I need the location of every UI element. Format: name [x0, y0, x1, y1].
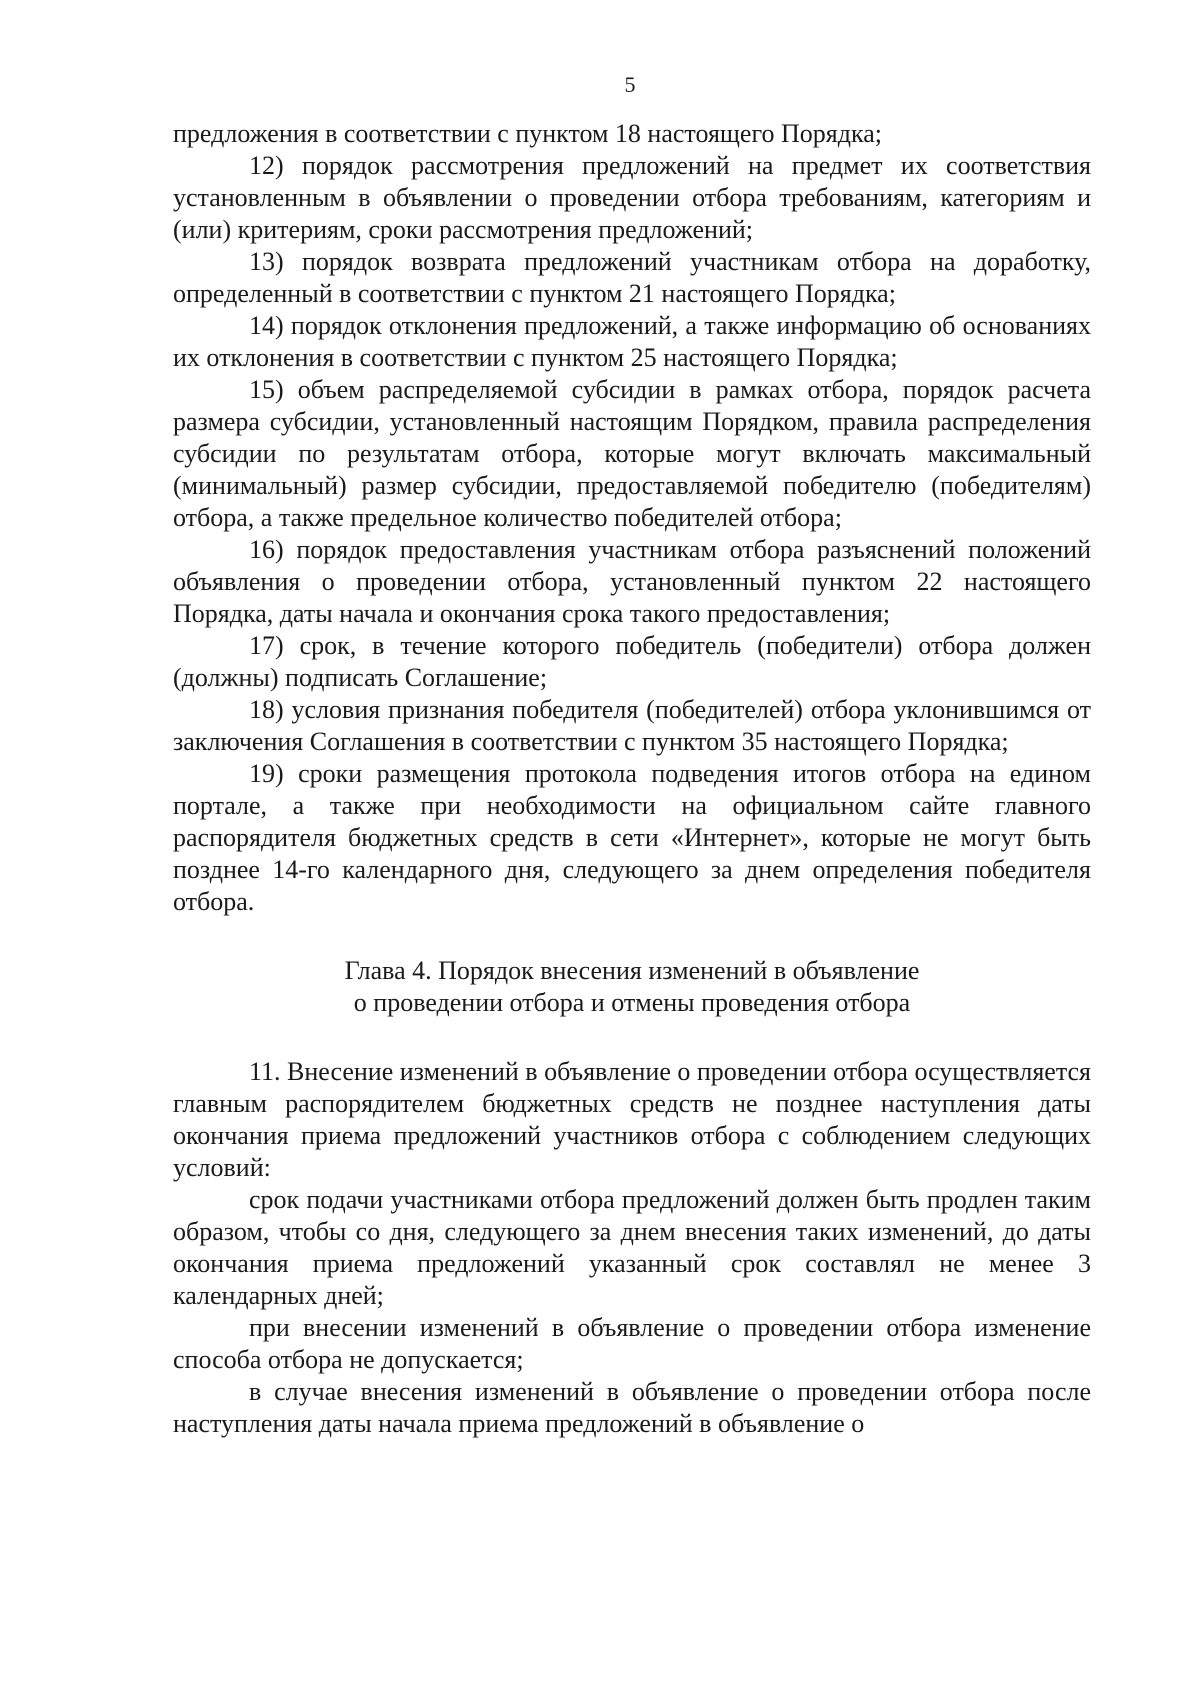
- paragraph-continuation: предложения в соответствии с пунктом 18 настоящего Порядка;: [173, 119, 882, 148]
- list-item-17: 17) срок, в течение которого победитель (победители) отбора должен (должны) подписать Соглашение;: [173, 631, 1091, 692]
- chapter-heading-line-2: о проведении отбора и отмены проведения отбора: [353, 988, 911, 1017]
- chapter-heading-line-1: Глава 4. Порядок внесения изменений в объявление: [344, 956, 920, 985]
- list-item-15: 15) объем распределяемой субсидии в рамках отбора, порядок расчета размера субсидии, установленный настоящим Порядком, правила распределения субсидии по результатам отбора, которые могут включать максимальный (минимальный) размер субсидии, предоставляемой победителю (победителям) отбора, а также предельное количество победителей отбора;: [173, 375, 1091, 532]
- section-11-paragraph: 11. Внесение изменений в объявление о проведении отбора осуществляется главным распорядителем бюджетных средств не позднее наступления даты окончания приема предложений участников отбора с соблюдением следующих условий:: [173, 1057, 1091, 1182]
- document-body: [173, 118, 1091, 1440]
- list-item-12: 12) порядок рассмотрения предложений на предмет их соответствия установленным в объявлении о проведении отбора требованиям, категориям и (или) критериям, сроки рассмотрения предложений;: [173, 151, 1091, 244]
- condition-paragraph-method: при внесении изменений в объявление о проведении отбора изменение способа отбора не допускается;: [173, 1313, 1091, 1374]
- list-item-18: 18) условия признания победителя (победителей) отбора уклонившимся от заключения Соглашения в соответствии с пунктом 35 настоящего Порядка;: [173, 695, 1091, 756]
- chapter-heading: [173, 955, 1091, 1019]
- list-item-16: 16) порядок предоставления участникам отбора разъяснений положений объявления о проведении отбора, установленный пунктом 22 настоящего Порядка, даты начала и окончания срока такого предоставления;: [173, 535, 1091, 628]
- list-item-19: 19) сроки размещения протокола подведения итогов отбора на едином портале, а также при необходимости на официальном сайте главного распорядителя бюджетных средств в сети «Интернет», которые не могут быть позднее 14-го календарного дня, следующего за днем определения победителя отбора.: [173, 759, 1091, 916]
- condition-paragraph-deadline: срок подачи участниками отбора предложений должен быть продлен таким образом, чтобы со дня, следующего за днем внесения таких изменений, до даты окончания приема предложений указанный срок составлял не менее 3 календарных дней;: [173, 1185, 1091, 1310]
- list-item-14: 14) порядок отклонения предложений, а также информацию об основаниях их отклонения в соответствии с пунктом 25 настоящего Порядка;: [173, 311, 1091, 372]
- page-number: 5: [624, 72, 636, 97]
- condition-paragraph-after-start: в случае внесения изменений в объявление о проведении отбора после наступления даты начала приема предложений в объявление о: [173, 1377, 1091, 1438]
- list-item-13: 13) порядок возврата предложений участникам отбора на доработку, определенный в соответствии с пунктом 21 настоящего Порядка;: [173, 247, 1091, 308]
